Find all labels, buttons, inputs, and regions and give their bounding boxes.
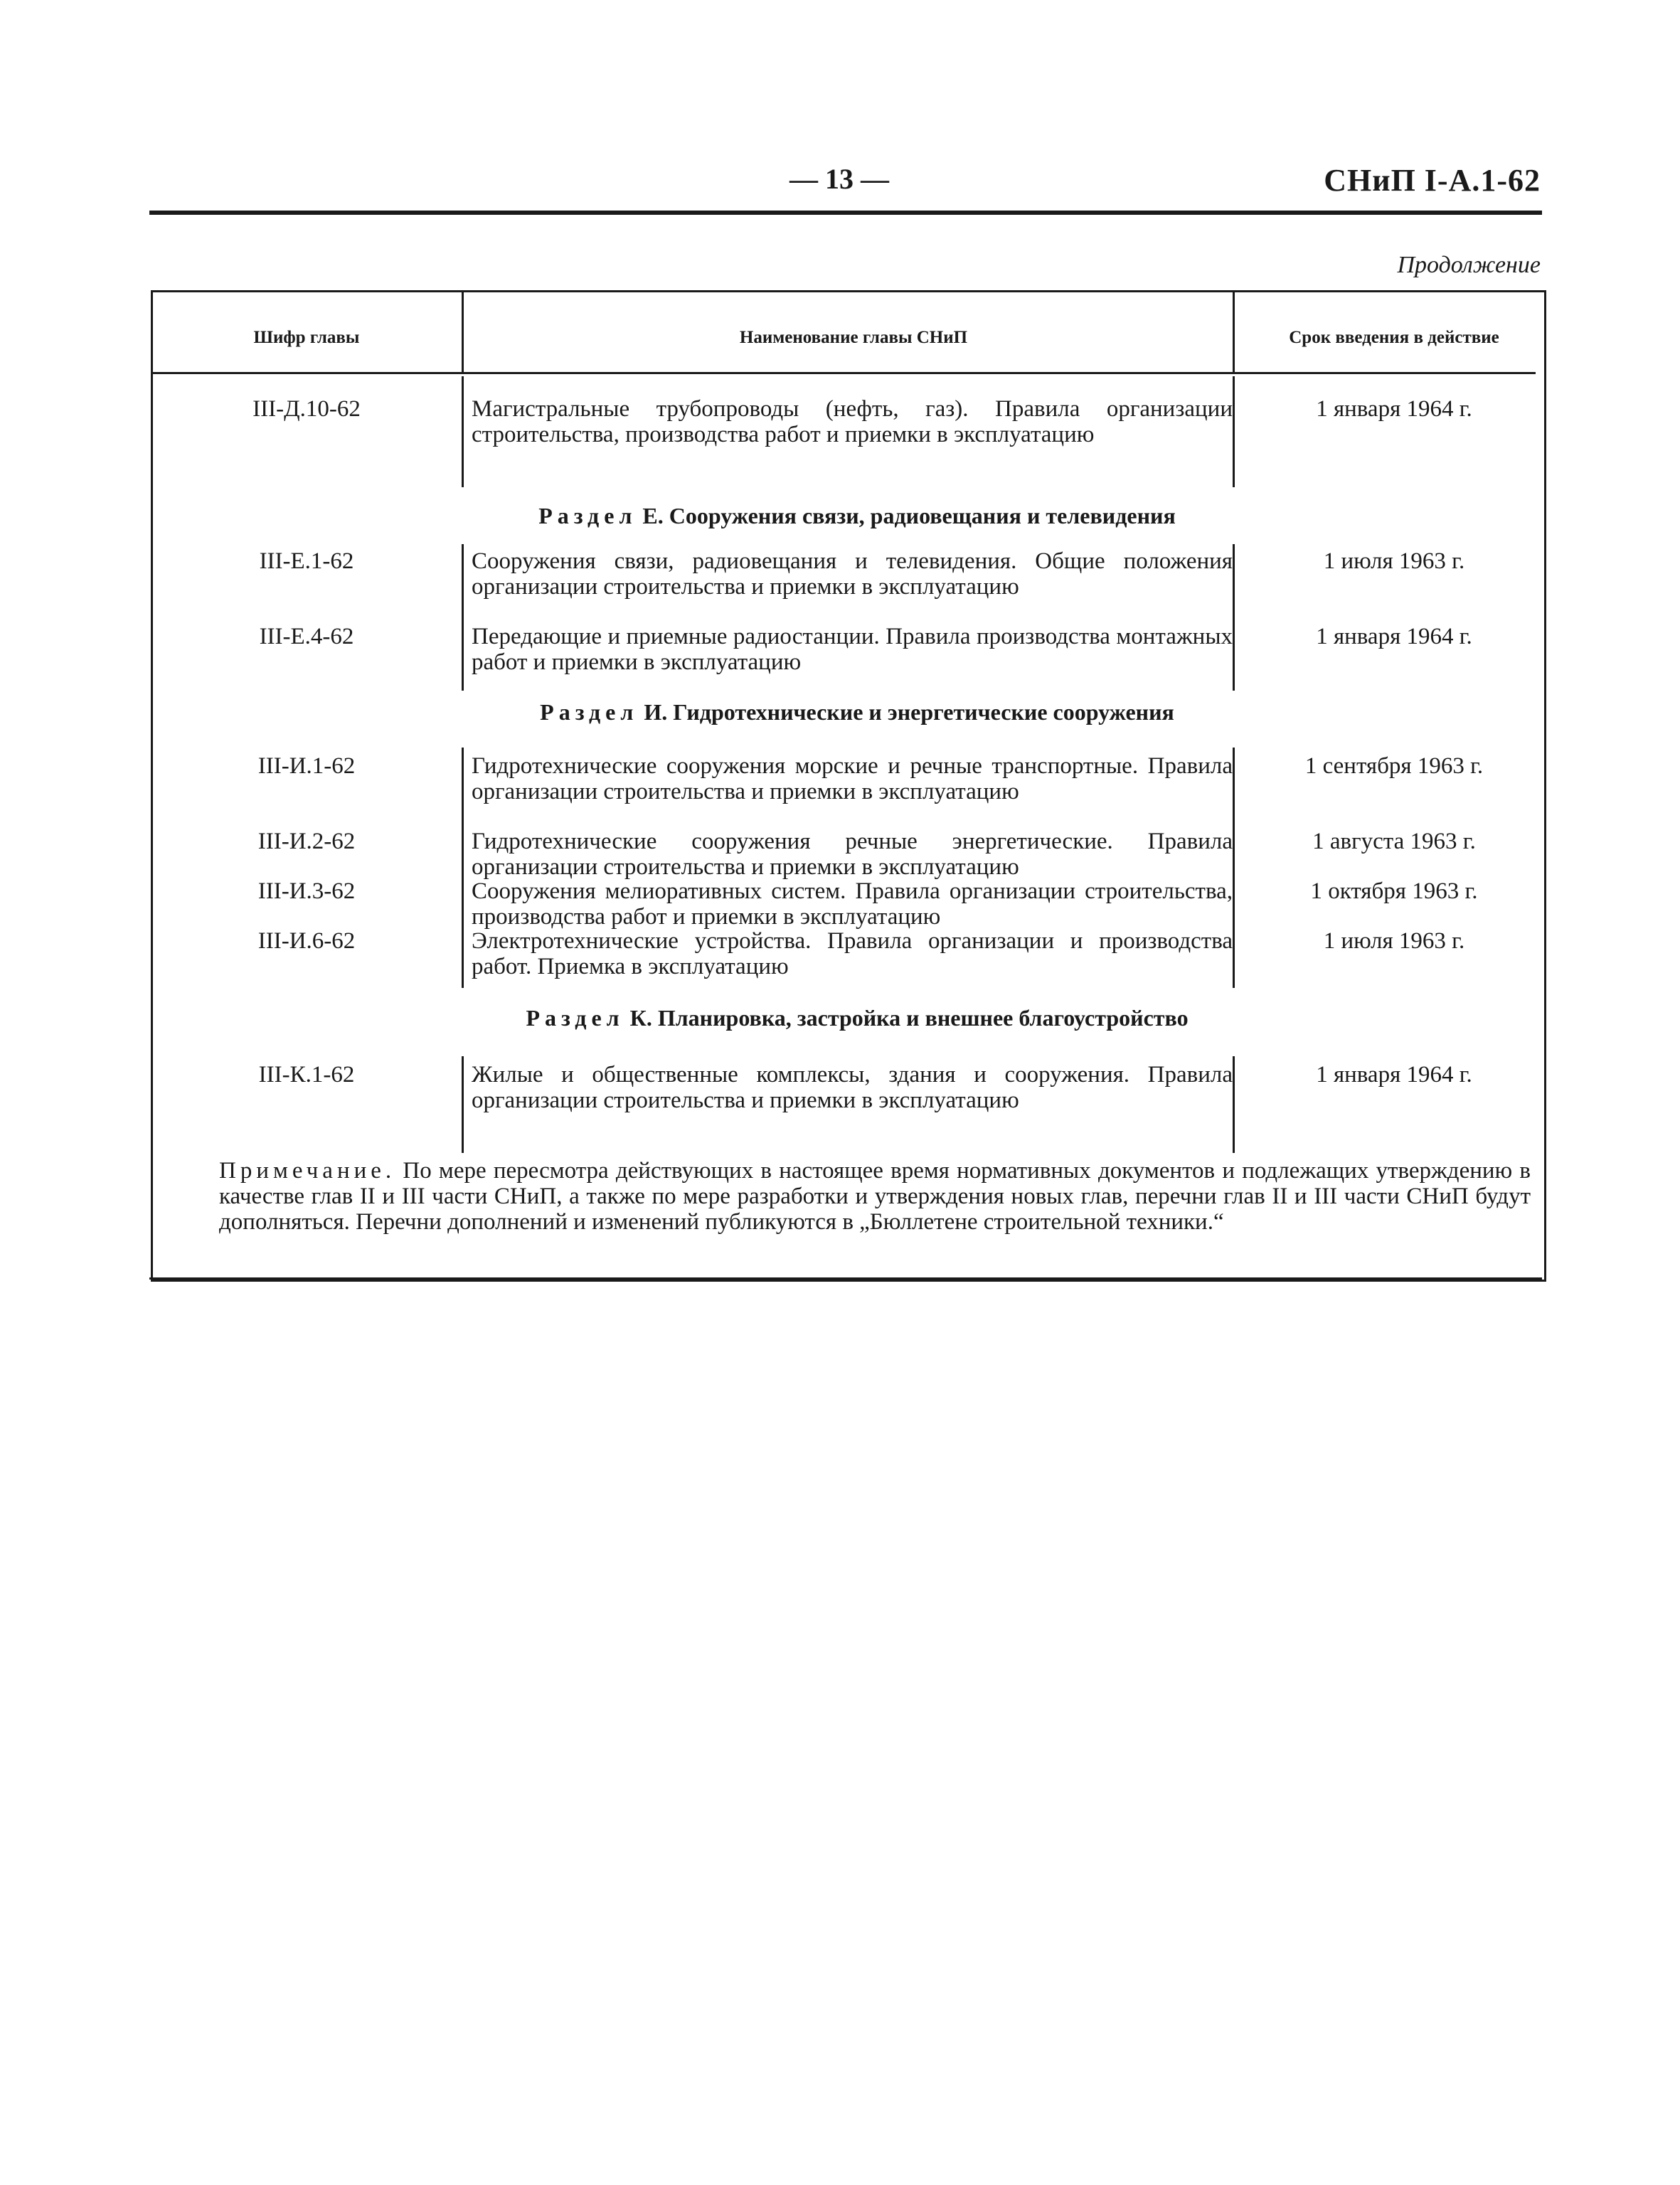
row-name: Передающие и приемные радиостанции. Правила производства монтажных работ и приемки в эксплуатацию xyxy=(472,624,1233,675)
column-header-code: Шифр главы xyxy=(253,328,360,347)
continuation-label: Продолжение xyxy=(1397,252,1541,278)
note-text: По мере пересмотра действующих в настоящее время нормативных документов и подлежащих утверждению в качестве глав II и III части СНиП, а также по мере разработки и утверждения новых глав, перечни глав II и III части СНиП будут дополняться. Перечни дополнений и изменений публикуются в „Бюллетене строительной техники.“ xyxy=(219,1158,1531,1235)
column-divider xyxy=(462,1056,464,1153)
section-heading-k xyxy=(466,1005,1248,1031)
section-label: Раздел xyxy=(540,699,639,725)
row-name: Электротехнические устройства. Правила организации и производства работ. Приемка в эксплуатацию xyxy=(472,928,1233,979)
section-title-text: Е. Сооружения связи, радиовещания и телевидения xyxy=(642,503,1176,528)
row-name: Сооружения мелиоративных систем. Правила организации строительства, производства работ и приемки в эксплуатацию xyxy=(472,878,1233,930)
column-divider xyxy=(462,376,464,487)
header-divider xyxy=(1233,292,1235,372)
row-name: Сооружения связи, радиовещания и телевидения. Общие положения организации строительства и приемки в эксплуатацию xyxy=(472,548,1233,600)
row-name: Гидротехнические сооружения морские и речные транспортные. Правила организации строительства и приемки в эксплуатацию xyxy=(472,753,1233,804)
row-date: 1 января 1964 г. xyxy=(1316,396,1472,422)
row-name: Гидротехнические сооружения речные энергетические. Правила организации строительства и приемки в эксплуатацию xyxy=(472,829,1233,880)
section-title-text: К. Планировка, застройка и внешнее благоустройство xyxy=(629,1005,1189,1031)
note-label: Примечание. xyxy=(219,1158,396,1184)
row-code: III-Е.4-62 xyxy=(259,624,354,649)
row-code: III-Д.10-62 xyxy=(252,396,361,422)
column-divider xyxy=(462,748,464,988)
section-heading-e xyxy=(466,503,1248,529)
column-divider xyxy=(1233,544,1235,691)
header-rule xyxy=(149,211,1542,215)
section-label: Раздел xyxy=(538,503,637,528)
row-date: 1 июля 1963 г. xyxy=(1323,548,1465,574)
row-code: III-И.3-62 xyxy=(257,878,356,904)
column-header-date: Срок введения в действие xyxy=(1289,328,1499,347)
row-code: III-И.1-62 xyxy=(257,753,356,779)
section-label: Раздел xyxy=(526,1005,624,1031)
row-date: 1 августа 1963 г. xyxy=(1312,829,1476,854)
row-code: III-Е.1-62 xyxy=(259,548,354,574)
table-header-rule xyxy=(153,372,1536,374)
column-divider xyxy=(1233,748,1235,988)
row-date: 1 сентября 1963 г. xyxy=(1304,753,1484,779)
row-date: 1 января 1964 г. xyxy=(1316,624,1472,649)
row-code: III-И.2-62 xyxy=(257,829,356,854)
section-title-text: И. Гидротехнические и энергетические сооружения xyxy=(644,699,1174,725)
bottom-rule xyxy=(149,1277,1542,1280)
column-divider xyxy=(1233,1056,1235,1153)
row-code: III-И.6-62 xyxy=(257,928,356,954)
row-date: 1 января 1964 г. xyxy=(1316,1062,1472,1088)
row-name: Магистральные трубопроводы (нефть, газ). Правила организации строительства, производства работ и приемки в эксплуатацию xyxy=(472,396,1233,447)
header-divider xyxy=(462,292,464,372)
row-date: 1 июля 1963 г. xyxy=(1323,928,1465,954)
column-divider xyxy=(462,544,464,691)
row-date: 1 октября 1963 г. xyxy=(1310,878,1478,904)
column-header-name: Наименование главы СНиП xyxy=(739,328,968,347)
row-name: Жилые и общественные комплексы, здания и сооружения. Правила организации строительства и приемки в эксплуатацию xyxy=(472,1062,1233,1113)
section-heading-i xyxy=(466,699,1248,725)
row-code: III-К.1-62 xyxy=(258,1062,355,1088)
document-code: СНиП I-А.1-62 xyxy=(1324,163,1541,198)
chapters-table xyxy=(151,290,1546,1282)
column-divider xyxy=(1233,376,1235,487)
page-number: — 13 — xyxy=(790,163,889,195)
footnote xyxy=(219,1158,1531,1235)
